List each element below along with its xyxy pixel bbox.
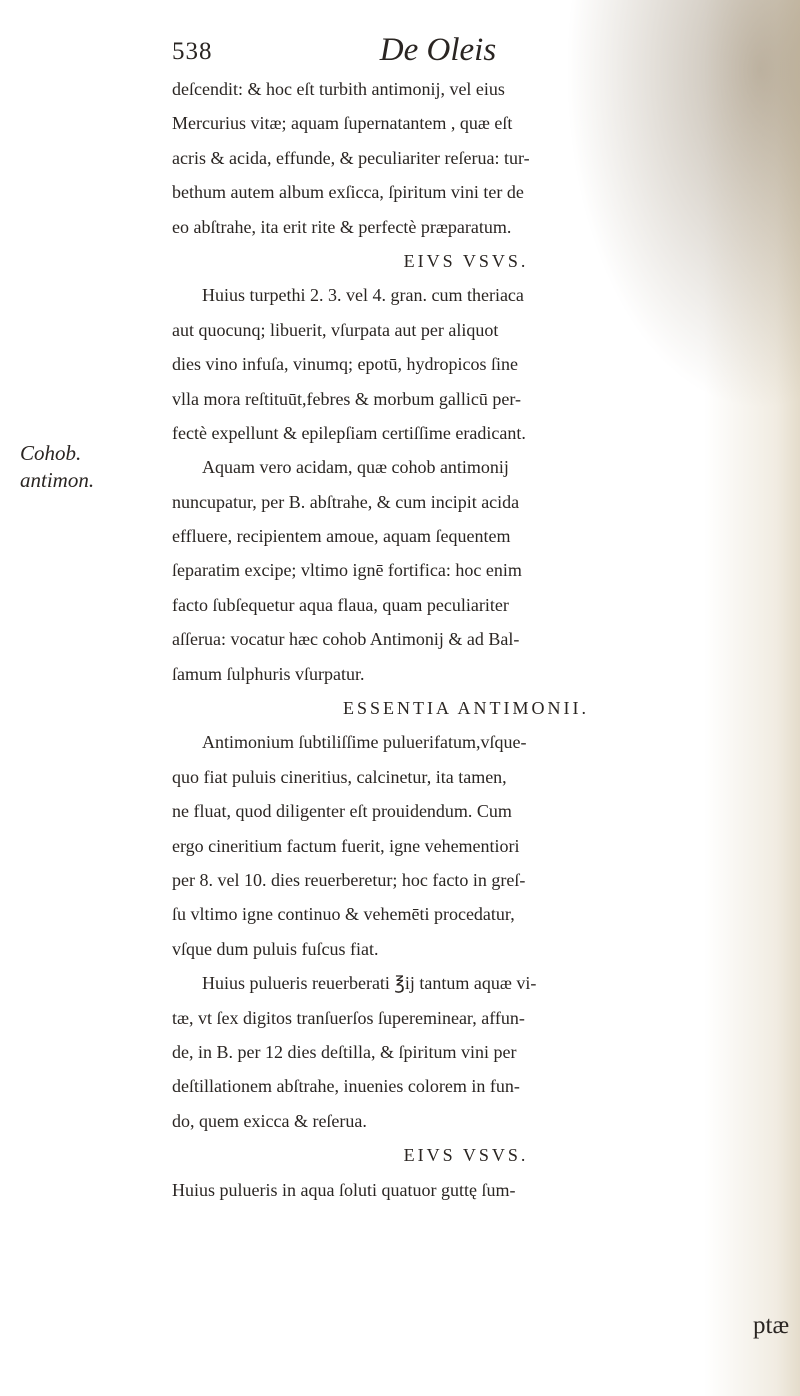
page-number: 538 bbox=[172, 38, 213, 65]
text-line: ſeparatim excipe; vltimo ignē fortifica: hoc enim bbox=[172, 560, 522, 581]
text-line: quo fiat puluis cineritius, calcinetur, ita tamen, bbox=[172, 766, 507, 787]
text-line: vlla mora reſtituūt,febres & morbum gallicū per- bbox=[172, 388, 522, 409]
margin-note-line: antimon. bbox=[20, 468, 95, 492]
text-line: do, quem exicca & reſerua. bbox=[172, 1110, 367, 1131]
text-line: deſcendit: & hoc eſt turbith antimonij, vel eius bbox=[172, 79, 505, 99]
text-line: ergo cineritium factum fuerit, igne vehementiori bbox=[172, 835, 520, 856]
text-line: nuncupatur, per B. abſtrahe, & cum incipit acida bbox=[172, 491, 520, 512]
text-line: acris & acida, effunde, & peculiariter reſerua: tur- bbox=[172, 147, 530, 168]
page-header bbox=[0, 32, 800, 72]
text-line: ne fluat, quod diligenter eſt prouidendum. Cum bbox=[172, 801, 512, 822]
text-line: vſque dum puluis fuſcus fiat. bbox=[172, 938, 379, 959]
text-line: fectè expellunt & epilepſiam certiſſime eradicant. bbox=[172, 422, 526, 443]
text-line: dies vino infuſa, vinumq; epotū, hydropicos ſine bbox=[172, 354, 518, 375]
text-line: aut quocunq; libuerit, vſurpata aut per aliquot bbox=[172, 319, 499, 340]
section-heading: ESSENTIA ANTIMONII. bbox=[343, 698, 589, 719]
section-heading: EIVS VSVS. bbox=[403, 1145, 529, 1166]
text-line: Mercurius vitæ; aquam ſupernatantem , quæ eſt bbox=[172, 113, 513, 134]
text-line: ſamum ſulphuris vſurpatur. bbox=[172, 663, 365, 684]
text-line: Antimonium ſubtiliſſime puluerifatum,vſque- bbox=[202, 732, 527, 753]
text-line: Huius pulueris in aqua ſoluti quatuor guttę ſum- bbox=[172, 1179, 516, 1200]
text-line: effluere, recipientem amoue, aquam ſequentem bbox=[172, 526, 511, 547]
text-line: de, in B. per 12 dies deſtilla, & ſpiritum vini per bbox=[172, 1041, 517, 1062]
catchword: ptæ bbox=[753, 1312, 790, 1339]
text-line: Huius pulueris reuerberati ℥ij tantum aquæ vi- bbox=[202, 973, 537, 994]
body-text bbox=[172, 72, 790, 1207]
text-line: Aquam vero acidam, quæ cohob antimonij bbox=[202, 457, 509, 478]
text-line: bethum autem album exſicca, ſpiritum vini ter de bbox=[172, 182, 524, 203]
running-head: De Oleis bbox=[379, 32, 497, 68]
section-heading: EIVS VSVS. bbox=[403, 250, 529, 271]
text-line: per 8. vel 10. dies reuerberetur; hoc facto in greſ- bbox=[172, 869, 526, 890]
text-line: eo abſtrahe, ita erit rite & perfectè præparatum. bbox=[172, 216, 512, 237]
margin-note bbox=[20, 440, 160, 494]
text-line: Huius turpethi 2. 3. vel 4. gran. cum theriaca bbox=[202, 285, 524, 306]
margin-note-line: Cohob. bbox=[20, 441, 82, 465]
text-line: ſu vltimo igne continuo & vehemēti procedatur, bbox=[172, 904, 515, 925]
text-line: tæ, vt ſex digitos tranſuerſos ſupereminear, affun- bbox=[172, 1007, 525, 1028]
text-line: aſſerua: vocatur hæc cohob Antimonij & ad Bal- bbox=[172, 629, 520, 650]
text-line: facto ſubſequetur aqua flaua, quam peculiariter bbox=[172, 594, 509, 615]
text-line: deſtillationem abſtrahe, inuenies colorem in fun- bbox=[172, 1076, 520, 1097]
